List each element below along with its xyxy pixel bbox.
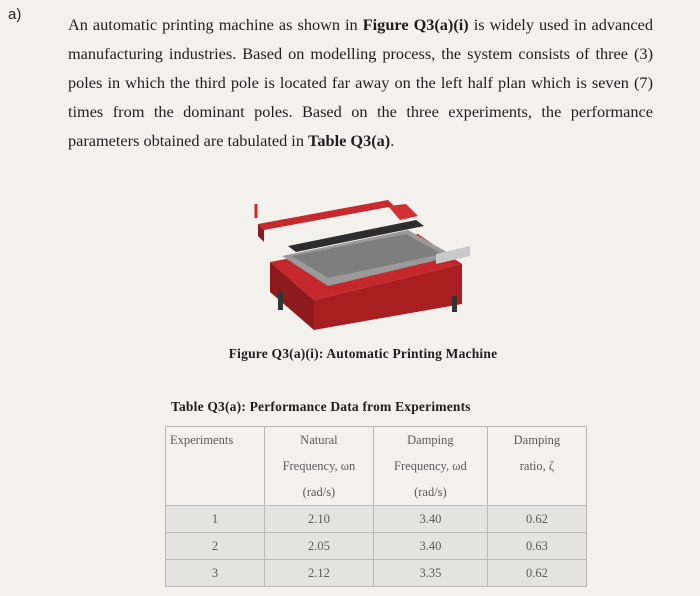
header-experiments: Experiments [166,427,265,506]
table-title: Table Q3(a): Performance Data from Experiments [171,399,471,414]
header-damping-ratio: Damping ratio, ζ [487,427,586,506]
question-label: a) [8,6,22,23]
paragraph-text-2: is widely used in advanced manufacturing industries. Based on modelling process, the system consists of three (3) poles in which the third pole is located far away on the left half plan which is seven (7) times from the dominant poles. Based on the three experiments, the performance parameters obtained are tabulated in [68,15,654,150]
question-paragraph [68,10,653,155]
cell-experiment: 1 [166,506,265,533]
header-damping-frequency: Damping Frequency, ωd (rad/s) [373,427,487,506]
cell-damping-ratio: 0.63 [487,533,586,560]
cell-natural-frequency: 2.05 [264,533,373,560]
cell-damping-frequency: 3.35 [373,560,487,587]
table-header-row [166,427,587,506]
paragraph-text-3: . [390,131,395,150]
performance-table [165,426,587,587]
cell-damping-ratio: 0.62 [487,506,586,533]
header-natural-frequency: Natural Frequency, ωn (rad/s) [264,427,373,506]
cell-damping-frequency: 3.40 [373,506,487,533]
cell-damping-frequency: 3.40 [373,533,487,560]
printing-machine-image [248,196,480,332]
table-row [166,533,587,560]
table-reference: Table Q3(a) [308,131,391,150]
cell-damping-ratio: 0.62 [487,560,586,587]
cell-natural-frequency: 2.10 [264,506,373,533]
cell-experiment: 3 [166,560,265,587]
figure-caption: Figure Q3(a)(i): Automatic Printing Machine [228,346,498,361]
table-row [166,506,587,533]
paragraph-text-1: An automatic printing machine as shown in [68,15,363,34]
cell-experiment: 2 [166,533,265,560]
figure-reference: Figure Q3(a)(i) [362,15,469,34]
table-row [166,560,587,587]
cell-natural-frequency: 2.12 [264,560,373,587]
